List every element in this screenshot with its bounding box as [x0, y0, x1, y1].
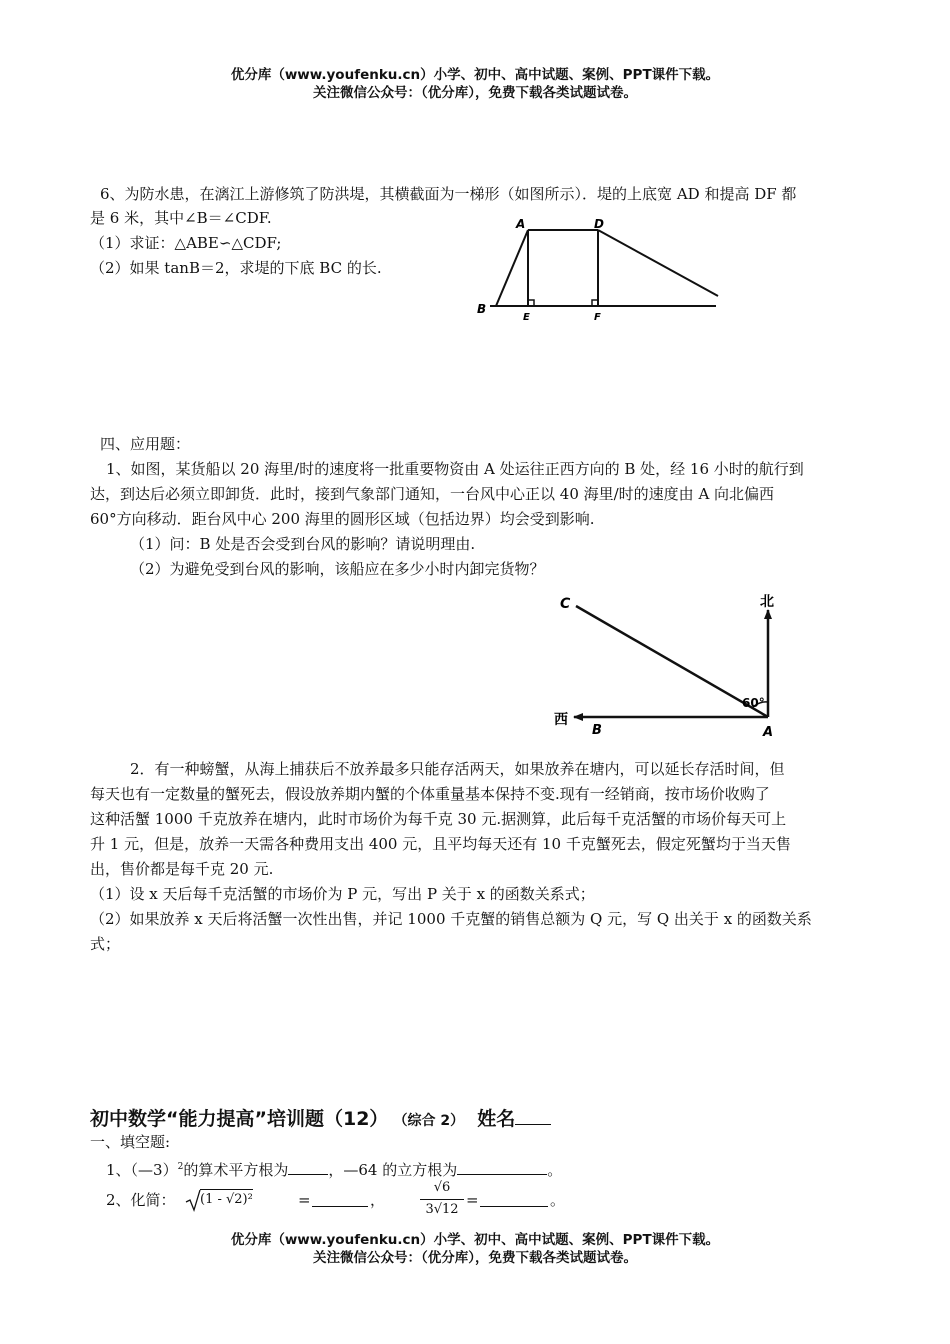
q1-base: 1、（—3）	[106, 1161, 178, 1179]
label-b: B	[592, 723, 602, 738]
label-a: A	[516, 217, 526, 231]
answer-blank-2[interactable]	[457, 1158, 547, 1175]
q6-part-1: （1）求证：△ABE∽△CDF;	[90, 234, 282, 252]
q2-radicand: (1 - √2)²	[200, 1189, 253, 1210]
segment-ab	[496, 230, 528, 306]
header-line-1: 优分库（www.youfenku.cn）小学、初中、高中试题、案例、PPT课件下载。	[230, 67, 720, 83]
exam-subtitle: （综合 2）	[393, 1113, 465, 1129]
q6-part-2: （2）如果 tanB＝2，求堤的下底 BC 的长.	[90, 259, 382, 277]
name-label: 姓名	[477, 1108, 516, 1130]
p2-line-2: 每天也有一定数量的蟹死去，假设放养期内蟹的个体重量基本保持不变.现有一经销商，按市场价收购了	[90, 785, 770, 803]
answer-blank-1[interactable]	[288, 1158, 328, 1175]
footer-line-1: 优分库（www.youfenku.cn）小学、初中、高中试题、案例、PPT课件下载。	[230, 1232, 720, 1248]
p2-line-3: 这种活蟹 1000 千克放养在塘内，此时市场价为每千克 30 元.据测算，此后每千克活蟹的市场价每天可上	[90, 810, 787, 828]
q2-comma: ，	[370, 1191, 386, 1209]
exam-title-row	[90, 1104, 551, 1131]
q1-text-1: 的算术平方根为	[183, 1161, 289, 1179]
label-d: D	[594, 217, 604, 231]
q1-end: 。	[547, 1161, 563, 1179]
p1-line-2: 达，到达后必须立即卸货．此时，接到气象部门通知，一台风中心正以 40 海里/时的速度由 A 向北偏西	[90, 485, 775, 503]
name-blank[interactable]	[515, 1108, 551, 1125]
p1-line-3: 60°方向移动．距台风中心 200 海里的圆形区域（包括边界）均会受到影响.	[90, 510, 595, 528]
fill-question-2	[106, 1180, 586, 1228]
p1-line-1: 1、如图，某货船以 20 海里/时的速度将一批重要物资由 A 处运往正西方向的 B 处，经 16 小时的航行到	[106, 460, 804, 478]
q2-label: 2、化简：	[106, 1191, 176, 1209]
p2-question-1: （1）设 x 天后每千克活蟹的市场价为 P 元，写出 P 关于 x 的函数关系式；	[90, 885, 595, 903]
q1-exponent: 2	[177, 1162, 184, 1172]
label-c: C	[560, 596, 571, 612]
fraction-numerator: √6	[433, 1180, 451, 1195]
north-label: 北	[760, 594, 774, 610]
angle-label: 60°	[742, 696, 765, 710]
p2-question-2-cont: 式；	[90, 935, 121, 953]
q2-end: 。	[550, 1191, 566, 1209]
answer-blank-3[interactable]	[312, 1190, 368, 1207]
fraction-denominator: 3√12	[425, 1202, 459, 1217]
path-ac	[576, 606, 768, 717]
label-a: A	[763, 725, 774, 740]
p2-question-2: （2）如果放养 x 天后将活蟹一次性出售，并记 1000 千克蟹的销售总额为 Q 元，写 Q 出关于 x 的函数关系	[90, 910, 812, 928]
answer-blank-4[interactable]	[480, 1190, 548, 1207]
p1-question-2: （2）为避免受到台风的影响，该船应在多少小时内卸完货物？	[130, 560, 545, 578]
q2-equals-1: =	[298, 1191, 311, 1209]
q2-equals-2: =	[466, 1191, 479, 1209]
section-1-heading: 一、填空题:	[90, 1133, 171, 1151]
typhoon-figure	[540, 584, 790, 744]
q6-line-1: 6、为防水患，在漓江上游修筑了防洪堤，其横截面为一梯形（如图所示）．堤的上底宽 AD 和提高 DF 都	[100, 185, 797, 203]
q6-line-2: 是 6 米，其中∠B＝∠CDF.	[90, 209, 272, 227]
fill-question-1	[106, 1155, 562, 1182]
fraction-bar	[420, 1199, 464, 1200]
label-f: F	[594, 312, 601, 322]
p2-line-5: 出，售价都是每千克 20 元.	[90, 860, 274, 878]
p1-question-1: （1）问：B 处是否会受到台风的影响？请说明理由.	[130, 535, 476, 553]
footer-line-2: 关注微信公众号：（优分库），免费下载各类试题试卷。	[313, 1250, 637, 1266]
trapezoid-figure	[470, 210, 730, 322]
label-e: E	[523, 312, 530, 322]
exam-title: 初中数学“能力提高”培训题（12）	[90, 1108, 389, 1130]
p2-line-4: 升 1 元，但是，放养一天需各种费用支出 400 元，且平均每天还有 10 千克蟹死去，假定死蟹均于当天售	[90, 835, 791, 853]
section-4-heading: 四、应用题：	[100, 435, 191, 453]
label-b: B	[477, 302, 487, 316]
p2-line-1: 2．有一种螃蟹，从海上捕获后不放养最多只能存活两天，如果放养在塘内，可以延长存活时间，但	[130, 760, 785, 778]
q1-text-2: ，—64 的立方根为	[328, 1161, 458, 1179]
header-line-2: 关注微信公众号：（优分库），免费下载各类试题试卷。	[313, 85, 637, 101]
west-label: 西	[554, 712, 568, 728]
segment-dc	[598, 230, 718, 296]
